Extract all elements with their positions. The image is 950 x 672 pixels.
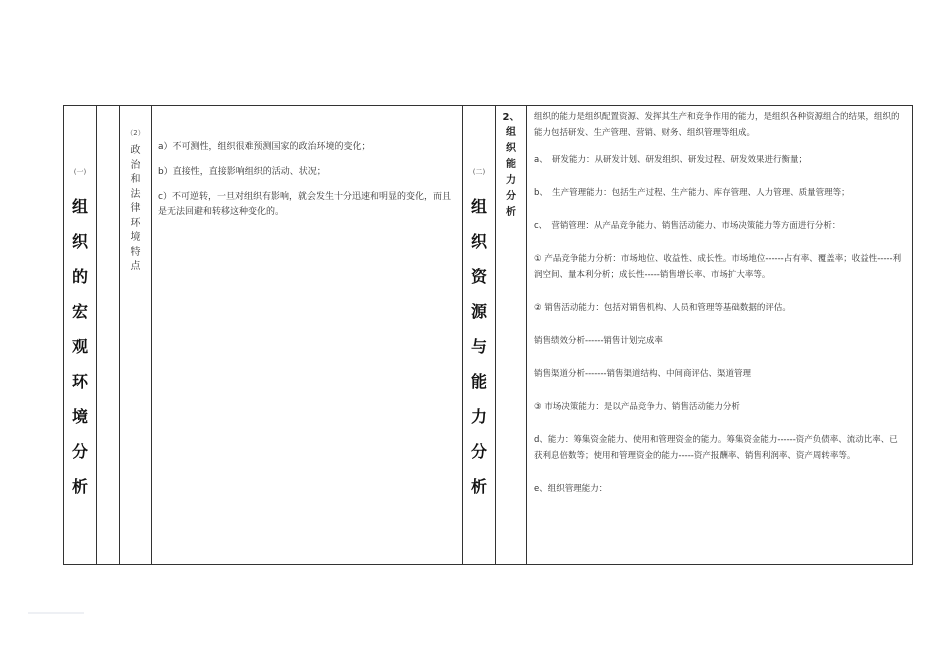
title-char: 织 — [470, 231, 487, 251]
title-char: 能 — [506, 159, 516, 170]
resource-capability-title — [471, 189, 487, 504]
content-paragraph: ① 产品竞争能力分析：市场地位、收益性、成长性。市场地位------占有率、覆盖率；收益性-----利润空间、量本利分析；成长性-----销售增长率、市场扩大率等。 — [534, 254, 902, 280]
title-char: 点 — [130, 261, 141, 272]
footer-mark — [28, 612, 84, 614]
title-char: 法 — [130, 188, 141, 200]
content-paragraph: d、能力：筹集资金能力、使用和管理资金的能力。筹集资金能力------资产负债率、流动比率、已获利息倍数等；使用和管理资金的能力-----资产报酬率、销售利润率、资产周转率等。 — [534, 435, 898, 461]
content-paragraph: 销售渠道分析-------销售渠道结构、中间商评估、渠道管理 — [534, 369, 751, 379]
section-marker: (一) — [73, 167, 87, 176]
title-char: 宏 — [71, 301, 88, 321]
title-char: 析 — [470, 476, 487, 496]
content-paragraph: a、 研发能力：从研发计划、研发组织、研发过程、研发效果进行衡量； — [534, 155, 807, 165]
politics-item: a）不可测性，组织很难预测国家的政治环境的变化； — [158, 142, 371, 152]
title-char: 环 — [130, 217, 141, 229]
politics-law-title-cell — [120, 106, 152, 565]
politics-items-cell — [152, 106, 463, 565]
content-paragraph: 组织的能力是组织配置资源、发挥其生产和竞争作用的能力，是组织各种资源组合的结果，组织的能力包括研发、生产管理、营销、财务、组织管理等组成。 — [534, 112, 900, 138]
content-paragraph: b、 生产管理能力：包括生产过程、生产能力、库存管理、人力管理、质量管理等； — [534, 188, 850, 198]
content-paragraph: e、组织管理能力： — [534, 484, 608, 494]
title-char: 分 — [71, 441, 88, 461]
title-char: 环 — [71, 371, 88, 391]
title-char: 的 — [71, 266, 88, 286]
title-char: 织 — [71, 231, 88, 251]
title-char: 政 — [130, 145, 141, 156]
title-char: 组 — [506, 127, 516, 138]
capability-content-cell — [527, 106, 913, 565]
section-marker: (二) — [472, 167, 486, 176]
title-char: 观 — [71, 336, 88, 356]
empty-cell — [97, 106, 120, 565]
politics-item: c）不可逆转，一旦对组织有影响，就会发生十分迅速和明显的变化，而且是无法回避和转移这种变化的。 — [158, 192, 451, 217]
title-char: 资 — [470, 266, 487, 286]
title-char: 力 — [470, 406, 487, 426]
capability-title-cell — [496, 106, 527, 565]
analysis-table — [63, 105, 913, 565]
title-char: 与 — [470, 336, 487, 356]
title-char: 特 — [130, 246, 141, 258]
subsection-marker: （2） — [126, 129, 145, 137]
resource-capability-title-cell — [463, 106, 496, 565]
content-paragraph: ③ 市场决策能力：是以产品竞争力、销售活动能力分析 — [534, 402, 740, 412]
title-char: 析 — [506, 207, 516, 218]
title-char: 析 — [71, 476, 88, 496]
title-char: 境 — [71, 406, 88, 426]
title-char: 分 — [506, 191, 516, 202]
title-char: 律 — [130, 203, 141, 214]
title-char: 境 — [130, 232, 141, 243]
content-paragraph: 销售绩效分析------销售计划完成率 — [534, 336, 663, 346]
title-char: 能 — [470, 371, 487, 391]
content-paragraph: ② 销售活动能力：包括对销售机构、人员和管理等基础数据的评估。 — [534, 303, 791, 313]
section-number: 2、 — [502, 112, 520, 123]
macro-environment-title — [72, 189, 88, 504]
title-char: 组 — [71, 196, 88, 216]
title-char: 治 — [130, 159, 141, 171]
title-char: 组 — [470, 196, 487, 216]
title-char: 源 — [470, 301, 487, 321]
title-char: 和 — [130, 174, 141, 185]
title-char: 力 — [506, 175, 516, 186]
politics-item: b）直接性，直接影响组织的活动、状况； — [158, 167, 326, 177]
content-paragraph: c、 营销管理：从产品竞争能力、销售活动能力、市场决策能力等方面进行分析： — [534, 221, 841, 231]
title-char: 分 — [470, 441, 487, 461]
macro-environment-title-cell — [64, 106, 97, 565]
title-char: 织 — [506, 143, 516, 154]
